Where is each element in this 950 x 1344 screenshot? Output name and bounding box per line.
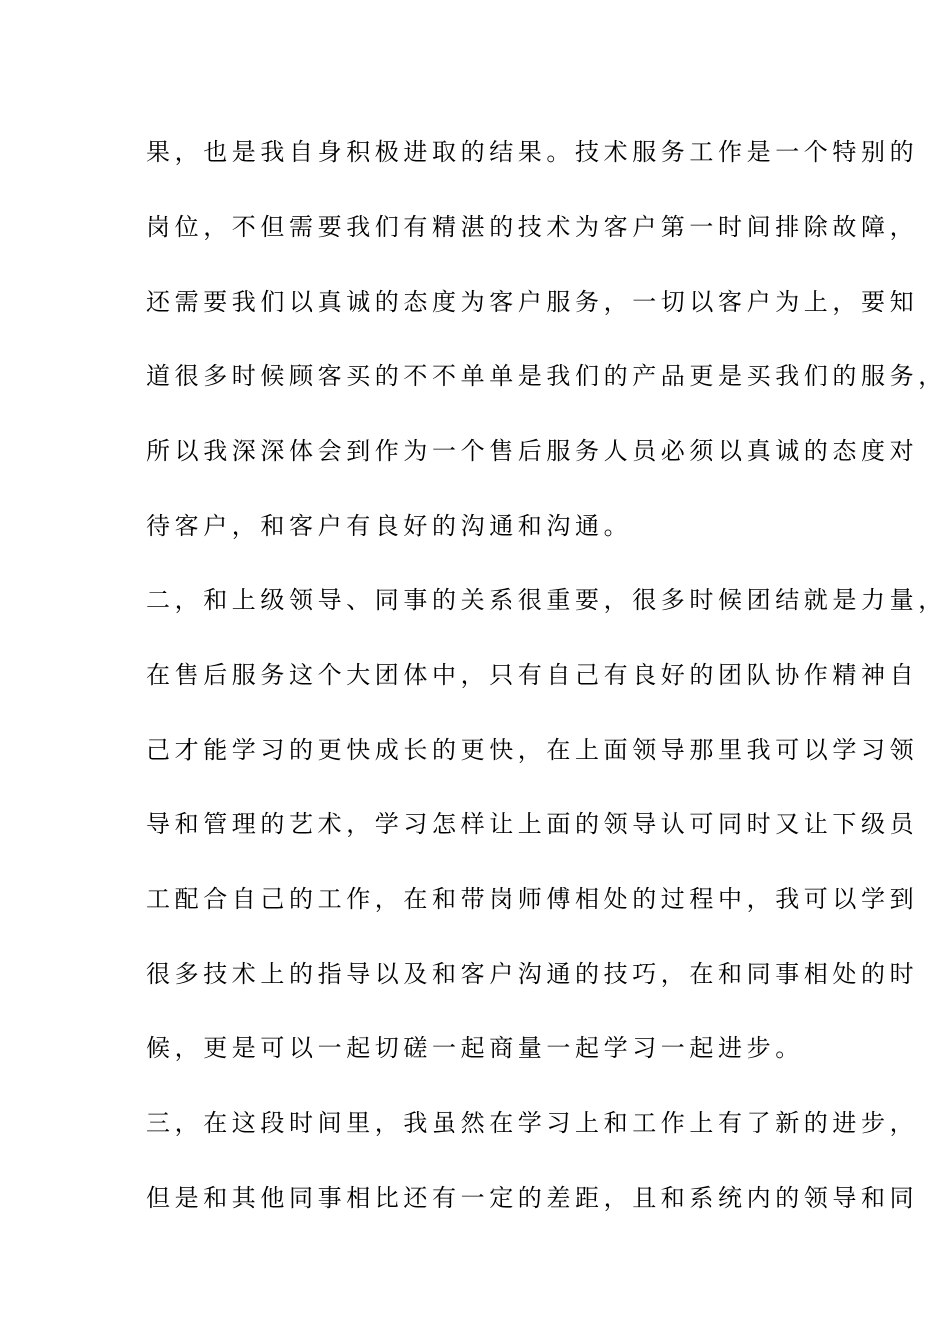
text-line: 果，也是我自身积极进取的结果。技术服务工作是一个特别的 — [146, 138, 919, 166]
text-line: 所以我深深体会到作为一个售后服务人员必须以真诚的态度对 — [146, 437, 919, 465]
text-line: 二，和上级领导、同事的关系很重要，很多时候团结就是力量， — [146, 586, 947, 614]
text-line: 导和管理的艺术，学习怎样让上面的领导认可同时又让下级员 — [146, 810, 919, 838]
text-line: 很多技术上的指导以及和客户沟通的技巧，在和同事相处的时 — [146, 960, 919, 988]
text-line: 但是和其他同事相比还有一定的差距，且和系统内的领导和同 — [146, 1184, 919, 1212]
text-line: 工配合自己的工作，在和带岗师傅相处的过程中，我可以学到 — [146, 885, 919, 913]
text-line: 待客户，和客户有良好的沟通和沟通。 — [146, 512, 633, 540]
text-line: 己才能学习的更快成长的更快，在上面领导那里我可以学习领 — [146, 736, 919, 764]
text-line: 岗位，不但需要我们有精湛的技术为客户第一时间排除故障， — [146, 213, 919, 241]
text-line: 候，更是可以一起切磋一起商量一起学习一起进步。 — [146, 1034, 804, 1062]
text-line: 还需要我们以真诚的态度为客户服务，一切以客户为上，要知 — [146, 288, 919, 316]
text-line: 三，在这段时间里，我虽然在学习上和工作上有了新的进步， — [146, 1109, 919, 1137]
text-line: 在售后服务这个大团体中，只有自己有良好的团队协作精神自 — [146, 661, 919, 689]
text-line: 道很多时候顾客买的不不单单是我们的产品更是买我们的服务， — [146, 362, 947, 390]
